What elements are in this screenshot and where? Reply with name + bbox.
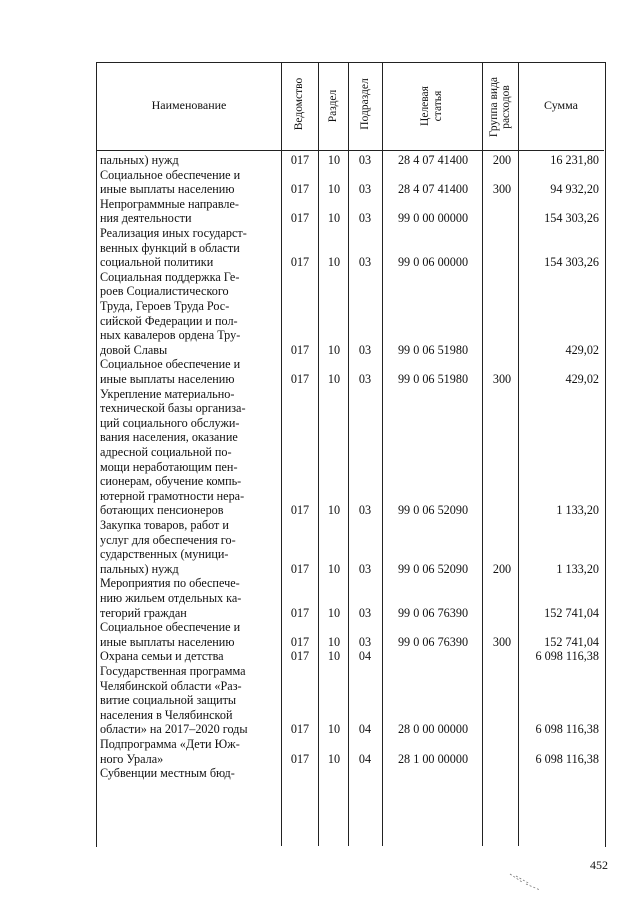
row-target-article: 99 0 06 51980	[397, 342, 469, 357]
row-sum: 6 098 116,38	[535, 751, 599, 766]
row-sum: 1 133,20	[556, 503, 599, 518]
col-divider-group	[518, 62, 519, 846]
row-name-line: ния деятельности	[100, 211, 192, 226]
row-expense-group: 300	[492, 372, 512, 386]
row-name-line: сионерам, обучение компь-	[100, 474, 242, 489]
header-sum: Сумма	[544, 98, 578, 112]
col-divider-subsection	[382, 62, 383, 846]
row-section: 10	[327, 182, 341, 197]
row-name-line: Подпрограмма «Дети Юж-	[100, 737, 240, 751]
row-name-line: вания населения, оказание	[100, 430, 238, 445]
row-name-line: ных кавалеров ордена Тру-	[100, 328, 241, 343]
col-divider-section	[348, 62, 349, 846]
row-name-line: Социальное обеспечение и	[100, 620, 241, 635]
row-name-line: Социальная поддержка Ге-	[100, 269, 240, 284]
row-name-line: области» на 2017–2020 годы	[100, 722, 248, 737]
row-name-line: мощи неработающим пен-	[100, 459, 238, 474]
row-target-article: 99 0 06 00000	[397, 255, 469, 270]
row-expense-group: 300	[492, 634, 512, 649]
header-target	[419, 66, 445, 146]
row-name-line: ного Урала»	[100, 751, 164, 766]
row-subsection: 04	[358, 751, 372, 766]
row-subsection: 03	[358, 561, 372, 576]
row-name-line: роев Социалистического	[100, 284, 229, 299]
row-name-line: Челябинской области «Раз-	[100, 678, 242, 693]
row-section: 10	[327, 649, 341, 664]
row-dept: 017	[290, 561, 310, 576]
row-name-line: витие социальной защиты	[100, 693, 237, 708]
row-section: 10	[327, 634, 341, 649]
row-name-line: Субвенции местным бюд-	[100, 766, 235, 781]
row-target-article: 99 0 06 52090	[397, 503, 469, 518]
scan-artifact-icon	[506, 872, 546, 892]
header-subsection: Подраздел	[359, 78, 371, 130]
col-divider-target	[482, 62, 483, 846]
header-group-line2: расходов	[500, 85, 512, 129]
row-section: 10	[327, 605, 341, 620]
row-subsection: 03	[358, 634, 372, 649]
row-dept: 017	[290, 751, 310, 766]
row-name-line: Охрана семьи и детства	[100, 649, 224, 664]
row-subsection: 03	[358, 503, 372, 518]
row-name-line: иные выплаты населению	[100, 372, 235, 386]
header-dept: Ведомство	[293, 77, 305, 131]
row-name-line: нию жильем отдельных ка-	[100, 591, 242, 605]
row-sum: 154 303,26	[544, 255, 599, 270]
row-target-article: 28 4 07 41400	[397, 153, 469, 167]
row-section: 10	[327, 372, 341, 386]
row-name-line: Государственная программа	[100, 664, 246, 678]
row-name-line: населения в Челябинской	[100, 707, 233, 722]
row-target-article: 99 0 06 76390	[397, 634, 469, 649]
row-dept: 017	[290, 211, 310, 226]
row-subsection: 03	[358, 182, 372, 197]
row-sum: 152 741,04	[544, 634, 599, 649]
row-name-line: Закупка товаров, работ и	[100, 518, 229, 532]
row-section: 10	[327, 503, 341, 518]
row-expense-group: 300	[492, 182, 512, 197]
row-name-line: сударственных (муници-	[100, 547, 229, 562]
row-sum: 1 133,20	[556, 561, 599, 576]
row-name-line: венных функций в области	[100, 240, 240, 255]
row-section: 10	[327, 722, 341, 737]
row-sum: 429,02	[565, 342, 599, 357]
header-group	[488, 63, 514, 151]
row-name-line: Реализация иных государст-	[100, 226, 247, 240]
row-section: 10	[327, 211, 341, 226]
row-name-line: иные выплаты населению	[100, 634, 235, 649]
row-subsection: 03	[358, 211, 372, 226]
header-name: Наименование	[151, 98, 227, 112]
header-section: Раздел	[327, 89, 339, 123]
row-subsection: 03	[358, 255, 372, 270]
row-dept: 017	[290, 372, 310, 386]
row-dept: 017	[290, 722, 310, 737]
row-name-line: социальной политики	[100, 255, 214, 270]
row-subsection: 03	[358, 342, 372, 357]
row-target-article: 99 0 06 52090	[397, 561, 469, 576]
row-name-line: тегорий граждан	[100, 605, 187, 620]
row-section: 10	[327, 342, 341, 357]
row-name-line: довой Славы	[100, 342, 168, 357]
row-expense-group: 200	[492, 153, 512, 167]
header-target-line2: статья	[432, 90, 444, 122]
row-target-article: 28 1 00 00000	[397, 751, 469, 766]
row-name-line: ютерной грамотности нера-	[100, 488, 245, 503]
row-name-line: Мероприятия по обеспече-	[100, 576, 240, 591]
row-target-article: 28 4 07 41400	[397, 182, 469, 197]
row-name-line: сийской Федерации и пол-	[100, 313, 238, 328]
row-subsection: 03	[358, 605, 372, 620]
row-dept: 017	[290, 605, 310, 620]
row-name-line: пальных) нужд	[100, 153, 179, 167]
row-sum: 6 098 116,38	[535, 649, 599, 664]
row-dept: 017	[290, 503, 310, 518]
row-section: 10	[327, 153, 341, 167]
row-dept: 017	[290, 649, 310, 664]
col-divider-dept	[318, 62, 319, 846]
row-dept: 017	[290, 255, 310, 270]
row-name-line: иные выплаты населению	[100, 182, 235, 197]
header-divider	[96, 150, 604, 151]
row-name-line: услуг для обеспечения го-	[100, 532, 236, 547]
row-target-article: 99 0 06 76390	[397, 605, 469, 620]
row-name-line: Социальное обеспечение и	[100, 357, 241, 372]
row-section: 10	[327, 751, 341, 766]
row-sum: 154 303,26	[544, 211, 599, 226]
row-subsection: 03	[358, 372, 372, 386]
row-name-line: Социальное обеспечение и	[100, 167, 241, 182]
row-expense-group: 200	[492, 561, 512, 576]
row-subsection: 04	[358, 649, 372, 664]
row-sum: 6 098 116,38	[535, 722, 599, 737]
row-subsection: 03	[358, 153, 372, 167]
row-name-line: технической базы организа-	[100, 401, 246, 416]
row-name-line: Укрепление материально-	[100, 386, 235, 401]
row-name-line: Непрограммные направле-	[100, 196, 239, 211]
row-dept: 017	[290, 634, 310, 649]
row-sum: 94 932,20	[550, 182, 599, 197]
row-name-line: адресной социальной по-	[100, 445, 232, 459]
row-name-line: ций социального обслужи-	[100, 415, 240, 430]
row-dept: 017	[290, 182, 310, 197]
header-target-line1: Целевая	[419, 86, 431, 126]
row-sum: 429,02	[565, 372, 599, 386]
row-sum: 16 231,80	[550, 153, 599, 167]
row-target-article: 99 0 06 51980	[397, 372, 469, 386]
header-group-line1: Группа вида	[488, 76, 500, 138]
row-target-article: 28 0 00 00000	[397, 722, 469, 737]
row-target-article: 99 0 00 00000	[397, 211, 469, 226]
row-section: 10	[327, 561, 341, 576]
row-name-line: ботающих пенсионеров	[100, 503, 224, 518]
row-dept: 017	[290, 153, 310, 167]
page-number: 452	[590, 858, 608, 872]
row-dept: 017	[290, 342, 310, 357]
row-name-line: Труда, Героев Труда Рос-	[100, 299, 230, 313]
row-sum: 152 741,04	[544, 605, 599, 620]
row-section: 10	[327, 255, 341, 270]
row-name-line: пальных) нужд	[100, 561, 179, 576]
col-divider-name	[281, 62, 282, 846]
row-subsection: 04	[358, 722, 372, 737]
